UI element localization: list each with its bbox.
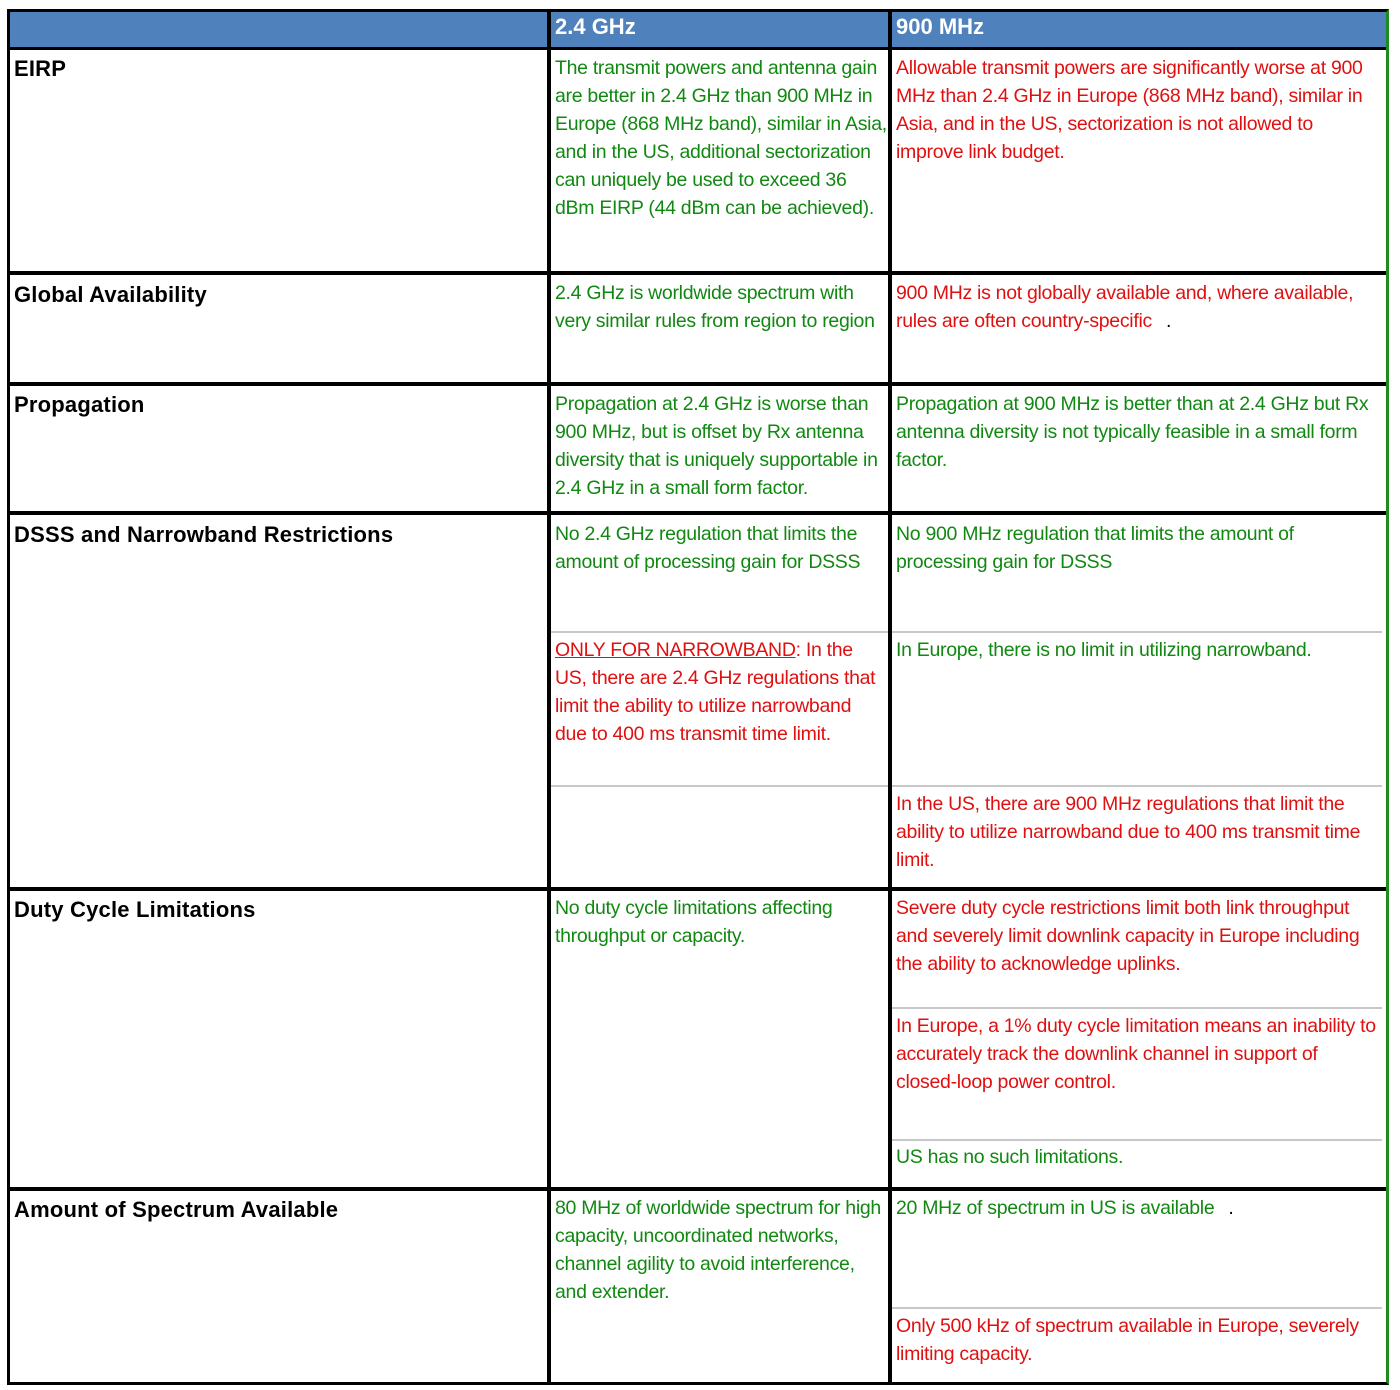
cell-dsss-900mhz-c: In the US, there are 900 MHz regulations that limit the ability to utilize narrowband due to 400 ms transmit time limit. xyxy=(896,793,1361,871)
row-divider xyxy=(10,887,1386,891)
cell-dsss-24ghz-a: No 2.4 GHz regulation that limits the amount of processing gain for DSSS xyxy=(555,523,861,573)
row-label-eirp: EIRP xyxy=(14,56,67,81)
column-divider xyxy=(547,12,551,1382)
cell-eirp-24ghz: The transmit powers and antenna gain are better in 2.4 GHz than 900 MHz in Europe (868 MHz band), similar in Asia, and in the US, additional sectorization can uniquely be used to exceed 36 dBm EIRP (44 dBm can be achieved). xyxy=(555,57,887,219)
row-divider xyxy=(10,511,1386,515)
cell-duty-24ghz: No duty cycle limitations affecting throughput or capacity. xyxy=(555,897,833,947)
cell-propagation-900mhz: Propagation at 900 MHz is better than at 2.4 GHz but Rx antenna diversity is not typically feasible in a small form factor. xyxy=(896,393,1369,471)
subrow-divider xyxy=(892,1307,1382,1309)
row-label-propagation: Propagation xyxy=(14,392,145,417)
cell-duty-900mhz-c: US has no such limitations. xyxy=(896,1146,1124,1168)
subrow-divider xyxy=(892,1007,1382,1009)
row-label-spectrum: Amount of Spectrum Available xyxy=(14,1197,339,1222)
narrowband-prefix: ONLY FOR NARROWBAND xyxy=(555,639,796,661)
subrow-divider xyxy=(892,785,1382,787)
cell-spectrum-900mhz-b: Only 500 kHz of spectrum available in Europe, severely limiting capacity. xyxy=(896,1315,1359,1365)
cell-spectrum-900mhz-a xyxy=(896,1194,1376,1304)
row-divider xyxy=(10,271,1386,275)
comparison-table xyxy=(7,9,1389,1385)
header-col-criteria xyxy=(10,12,547,47)
subrow-divider xyxy=(551,785,888,787)
row-divider xyxy=(10,1187,1386,1191)
column-divider xyxy=(888,12,892,1382)
cell-dsss-900mhz-a: No 900 MHz regulation that limits the amount of processing gain for DSSS xyxy=(896,523,1294,573)
subrow-divider xyxy=(892,631,1382,633)
cell-eirp-900mhz: Allowable transmit powers are significantly worse at 900 MHz than 2.4 GHz in Europe (868 MHz band), similar in Asia, and in the US, sectorization is not allowed to improve link budget. xyxy=(896,57,1363,163)
subrow-divider xyxy=(551,631,888,633)
cell-spectrum-24ghz: 80 MHz of worldwide spectrum for high capacity, uncoordinated networks, channel agility to avoid interference, and extender. xyxy=(555,1197,881,1303)
narrowband-text: : In the US, there are 2.4 GHz regulations that limit the ability to utilize narrowband due to 400 ms transmit time limit. xyxy=(555,639,876,745)
cell-duty-900mhz-a: Severe duty cycle restrictions limit both link throughput and severely limit downlink capacity in Europe including the ability to acknowledge uplinks. xyxy=(896,897,1360,975)
cell-global-900mhz xyxy=(896,279,1376,379)
header-col-900mhz: 900 MHz xyxy=(896,14,985,39)
cell-dsss-24ghz-b xyxy=(555,636,887,782)
cell-spectrum-900mhz-a-text: 20 MHz of spectrum in US is available xyxy=(896,1197,1215,1219)
row-label-global-availability: Global Availability xyxy=(14,282,207,307)
row-label-dsss: DSSS and Narrowband Restrictions xyxy=(14,522,394,547)
cell-spectrum-900mhz-a-dot: . xyxy=(1228,1197,1234,1219)
row-divider xyxy=(10,382,1386,386)
cell-global-900mhz-dot: . xyxy=(1165,310,1172,332)
cell-global-24ghz: 2.4 GHz is worldwide spectrum with very similar rules from region to region xyxy=(555,282,875,332)
cell-dsss-900mhz-b: In Europe, there is no limit in utilizing narrowband. xyxy=(896,639,1312,661)
table-header xyxy=(10,12,1386,50)
cell-propagation-24ghz: Propagation at 2.4 GHz is worse than 900 MHz, but is offset by Rx antenna diversity that is uniquely supportable in 2.4 GHz in a small form factor. xyxy=(555,393,878,499)
subrow-divider xyxy=(892,1139,1382,1141)
cell-global-900mhz-text: 900 MHz is not globally available and, where available, rules are often country-specific xyxy=(896,282,1354,332)
row-label-duty-cycle: Duty Cycle Limitations xyxy=(14,897,256,922)
header-col-24ghz: 2.4 GHz xyxy=(555,14,636,39)
cell-duty-900mhz-b: In Europe, a 1% duty cycle limitation means an inability to accurately track the downlink channel in support of closed-loop power control. xyxy=(896,1015,1376,1093)
